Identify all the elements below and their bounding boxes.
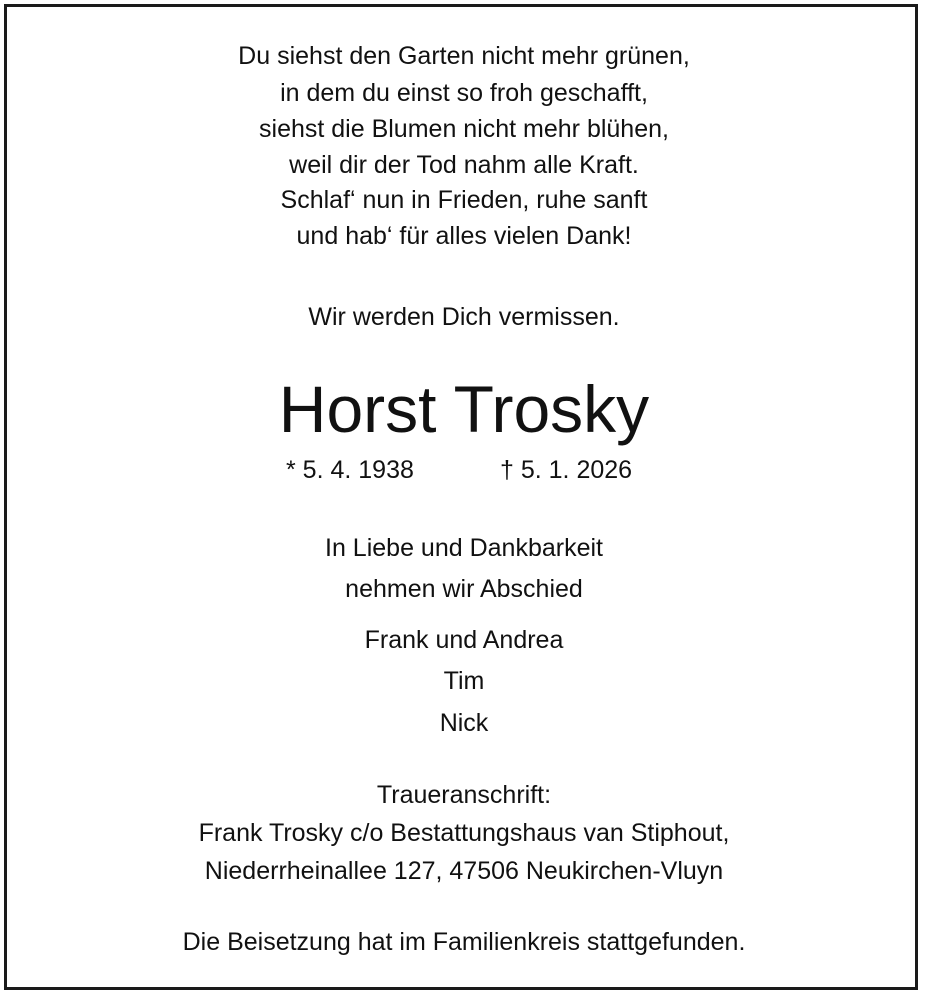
life-dates (0, 458, 928, 488)
miss-line: Wir werden Dich vermissen. (308, 303, 620, 331)
birth-date: * 5. 4. 1938 (286, 456, 414, 484)
farewell-line: nehmen wir Abschied (345, 575, 583, 603)
poem-line: siehst die Blumen nicht mehr blühen, (259, 115, 669, 143)
address-label: Traueranschrift: (376, 781, 552, 809)
poem-line: und hab‘ für alles vielen Dank! (296, 222, 632, 250)
poem-line: Schlaf‘ nun in Frieden, ruhe sanft (280, 186, 648, 214)
burial-note: Die Beisetzung hat im Familienkreis stattgefunden. (182, 928, 746, 956)
address-line: Niederrheinallee 127, 47506 Neukirchen-Vluyn (204, 857, 724, 885)
death-date: † 5. 1. 2026 (500, 456, 633, 484)
poem-line: weil dir der Tod nahm alle Kraft. (289, 151, 639, 179)
mourner-name: Tim (443, 667, 485, 695)
mourner-name: Frank und Andrea (364, 626, 564, 654)
mourner-name: Nick (439, 709, 489, 737)
poem-line: in dem du einst so froh geschafft, (280, 79, 648, 107)
farewell-line: In Liebe und Dankbarkeit (325, 534, 603, 562)
deceased-name: Horst Trosky (278, 372, 650, 446)
poem-line: Du siehst den Garten nicht mehr grünen, (238, 42, 690, 70)
address-line: Frank Trosky c/o Bestattungshaus van Stiphout, (198, 819, 730, 847)
